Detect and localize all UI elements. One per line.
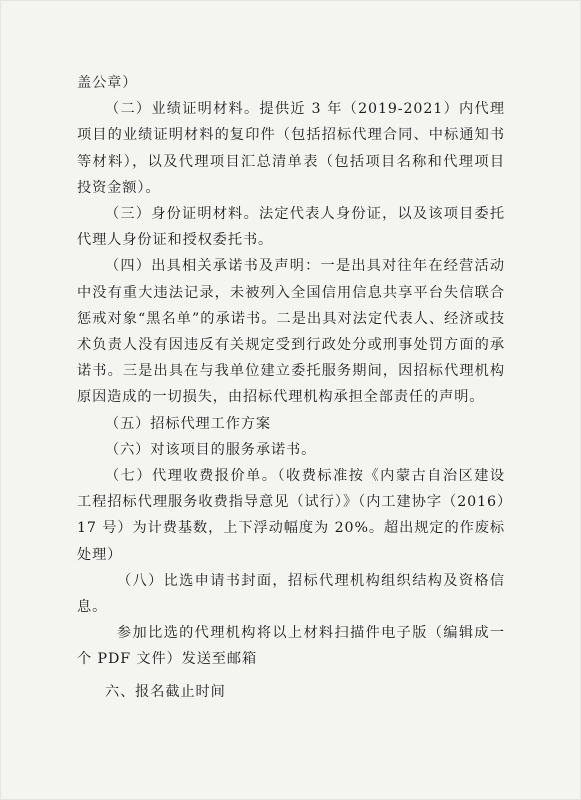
section-heading-deadline: 六、报名截止时间 (105, 683, 226, 700)
document-body (77, 70, 505, 705)
paragraph-commitment-statement: （四）出具相关承诺书及声明：一是出具对往年在经营活动中没有重大违法记录，未被列入全国信用信息共享平台失信联合惩戒对象“黑名单”的承诺书。二是出具对法定代表人、经济或技术负责人没有因违反有关规定受到行政处分或刑事处罚方面的承诺书。三是出具在与我单位建立委托服务期间，因招标代理机构原因造成的一切损失，由招标代理机构承担全部责任的声明。 (77, 258, 505, 406)
paragraph-submission-instructions: 参加比选的代理机构将以上材料扫描件电子版（编辑成一个 PDF 文件）发送至邮箱 (77, 625, 505, 668)
paragraph-identity-proof: （三）身份证明材料。法定代表人身份证，以及该项目委托代理人身份证和授权委托书。 (77, 206, 505, 249)
paragraph-seal-note: 盖公章） (77, 75, 138, 91)
paragraph-service-commitment: （六）对该项目的服务承诺书。 (105, 441, 317, 458)
paragraph-performance-proof: （二）业绩证明材料。提供近 3 年（2019-2021）内代理项目的业绩证明材料的复印件（包括招标代理合同、中标通知书等材料），以及代理项目汇总清单表（包括项目名称和代理项目投资金额）。 (77, 101, 505, 196)
paragraph-application-cover: （八）比选申请书封面，招标代理机构组织结构及资格信息。 (77, 572, 505, 616)
paragraph-fee-quotation: （七）代理收费报价单。（收费标准按《内蒙古自治区建设工程招标代理服务收费指导意见（试行）》（内工建协字（2016）17 号）为计费基数，上下浮动幅度为 20%。超出规定的作废标处理） (77, 468, 505, 563)
paragraph-work-plan: （五）招标代理工作方案 (105, 415, 271, 432)
